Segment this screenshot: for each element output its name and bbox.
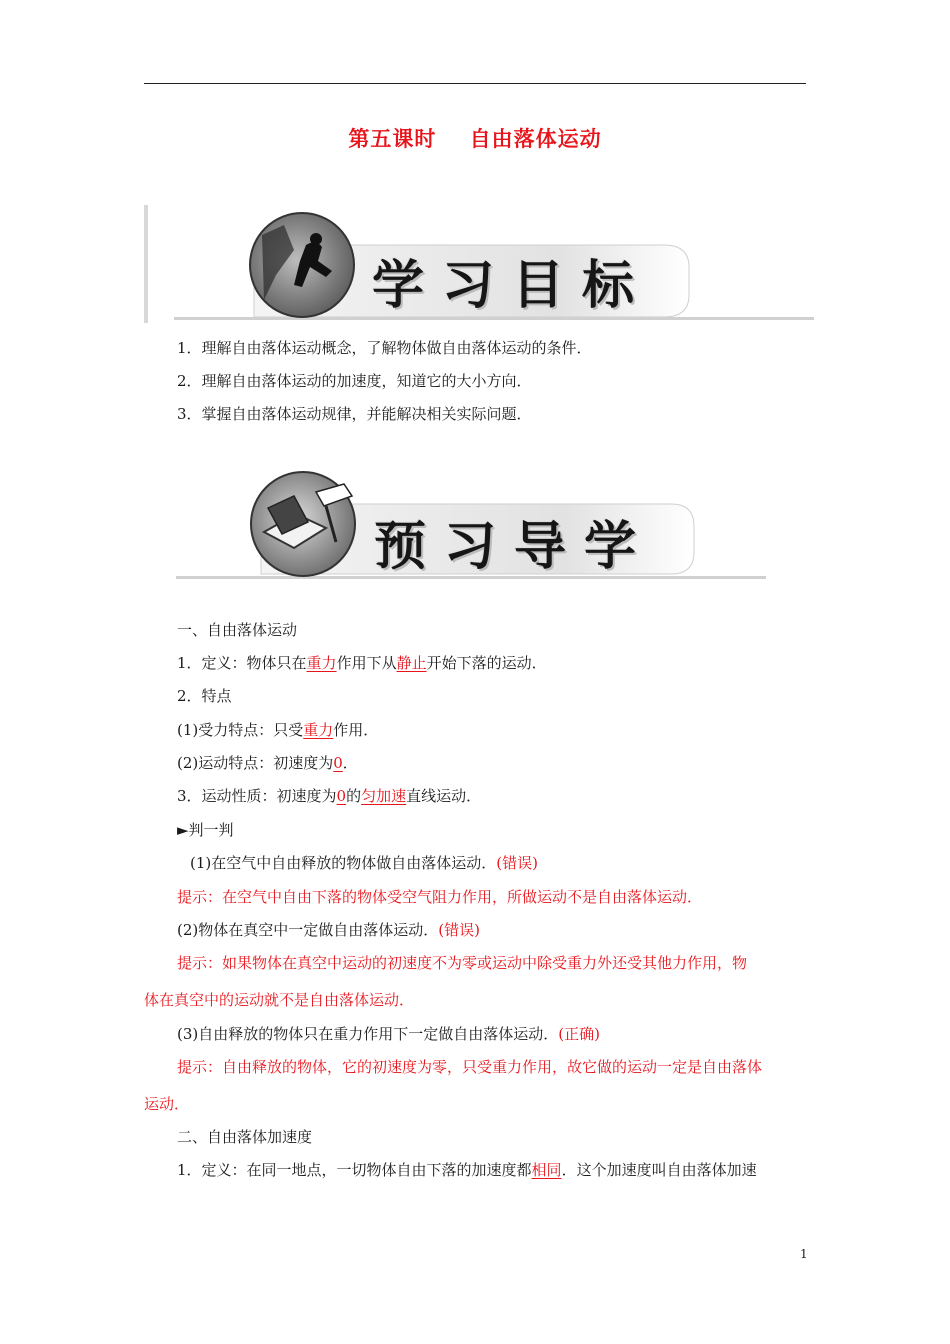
question-3 xyxy=(177,1024,600,1044)
force-characteristic xyxy=(177,720,378,740)
item-text: (1)受力特点：只受 xyxy=(177,721,304,739)
characteristics-heading: 2．特点 xyxy=(177,687,232,705)
definition-text: ．这个加速度叫自由落体加速 xyxy=(561,1161,757,1179)
section-1-heading: 一、自由落体运动 xyxy=(177,621,298,639)
hint-1 xyxy=(177,887,702,907)
motion-characteristic xyxy=(177,753,358,773)
question-1 xyxy=(190,853,538,873)
blank-answer: 静止 xyxy=(396,654,427,672)
hint-label: 提示： xyxy=(177,888,223,906)
motion-nature xyxy=(177,786,481,806)
definition-text: 1．定义：在同一地点，一切物体自由下落的加速度都 xyxy=(177,1161,532,1179)
blank-answer: 相同 xyxy=(531,1161,562,1179)
hint-label: 提示： xyxy=(177,1058,223,1076)
question-text: (3)自由释放的物体只在重力作用下一定做自由落体运动． xyxy=(177,1025,559,1043)
question-2 xyxy=(177,920,480,940)
banner-preview-study-text: 预习导学 xyxy=(374,516,655,577)
hint-text: 如果物体在真空中运动的初速度不为零或运动中除受重力外还受其他力作用，物 xyxy=(222,954,748,972)
item-text: 3．运动性质：初速度为 xyxy=(177,787,337,805)
question-text: (2)物体在真空中一定做自由落体运动． xyxy=(177,921,439,939)
objective-3: 3．掌握自由落体运动规律，并能解决相关实际问题． xyxy=(177,405,532,423)
question-answer: (错误) xyxy=(438,921,480,939)
banner-learning-goals xyxy=(144,205,814,327)
definition-1 xyxy=(177,653,547,673)
objective-2: 2．理解自由落体运动的加速度，知道它的大小方向． xyxy=(177,372,532,390)
blank-answer: 0 xyxy=(336,787,347,805)
question-text: (1)在空气中自由释放的物体做自由落体运动． xyxy=(190,854,497,872)
hint-3-line-2: 运动． xyxy=(144,1095,190,1113)
blank-answer: 匀加速 xyxy=(361,787,407,805)
definition-text: 作用下从 xyxy=(336,654,397,672)
hint-2-line-1 xyxy=(177,953,747,973)
item-text: 作用． xyxy=(333,721,379,739)
header-rule xyxy=(144,83,806,84)
hint-label: 提示： xyxy=(177,954,223,972)
question-answer: (正确) xyxy=(558,1025,600,1043)
item-text: 直线运动． xyxy=(406,787,482,805)
banner-preview-study xyxy=(176,462,766,584)
item-text: 的 xyxy=(346,787,362,805)
hint-3-line-1 xyxy=(177,1057,762,1077)
definition-2 xyxy=(177,1160,757,1180)
definition-text: 1．定义：物体只在 xyxy=(177,654,307,672)
item-text: (2)运动特点：初速度为 xyxy=(177,754,334,772)
page-title: 第五课时 自由落体运动 xyxy=(348,127,602,151)
hint-text: 在空气中自由下落的物体受空气阻力作用，所做运动不是自由落体运动． xyxy=(222,888,703,906)
question-answer: (错误) xyxy=(496,854,538,872)
objective-1: 1．理解自由落体运动概念，了解物体做自由落体运动的条件． xyxy=(177,339,592,357)
banner-learning-goals-text: 学习目标 xyxy=(372,255,653,316)
definition-text: 开始下落的运动． xyxy=(426,654,547,672)
blank-answer: 重力 xyxy=(303,721,334,739)
hint-2-line-2: 体在真空中的运动就不是自由落体运动． xyxy=(144,991,415,1009)
item-text: ． xyxy=(342,754,358,772)
hint-text: 自由释放的物体，它的初速度为零，只受重力作用，故它做的运动一定是自由落体 xyxy=(222,1058,763,1076)
page-number: 1 xyxy=(800,1247,808,1261)
blank-answer: 0 xyxy=(333,754,343,772)
blank-answer: 重力 xyxy=(306,654,337,672)
judge-heading: ►判一判 xyxy=(177,821,234,839)
section-2-heading: 二、自由落体加速度 xyxy=(177,1128,313,1146)
